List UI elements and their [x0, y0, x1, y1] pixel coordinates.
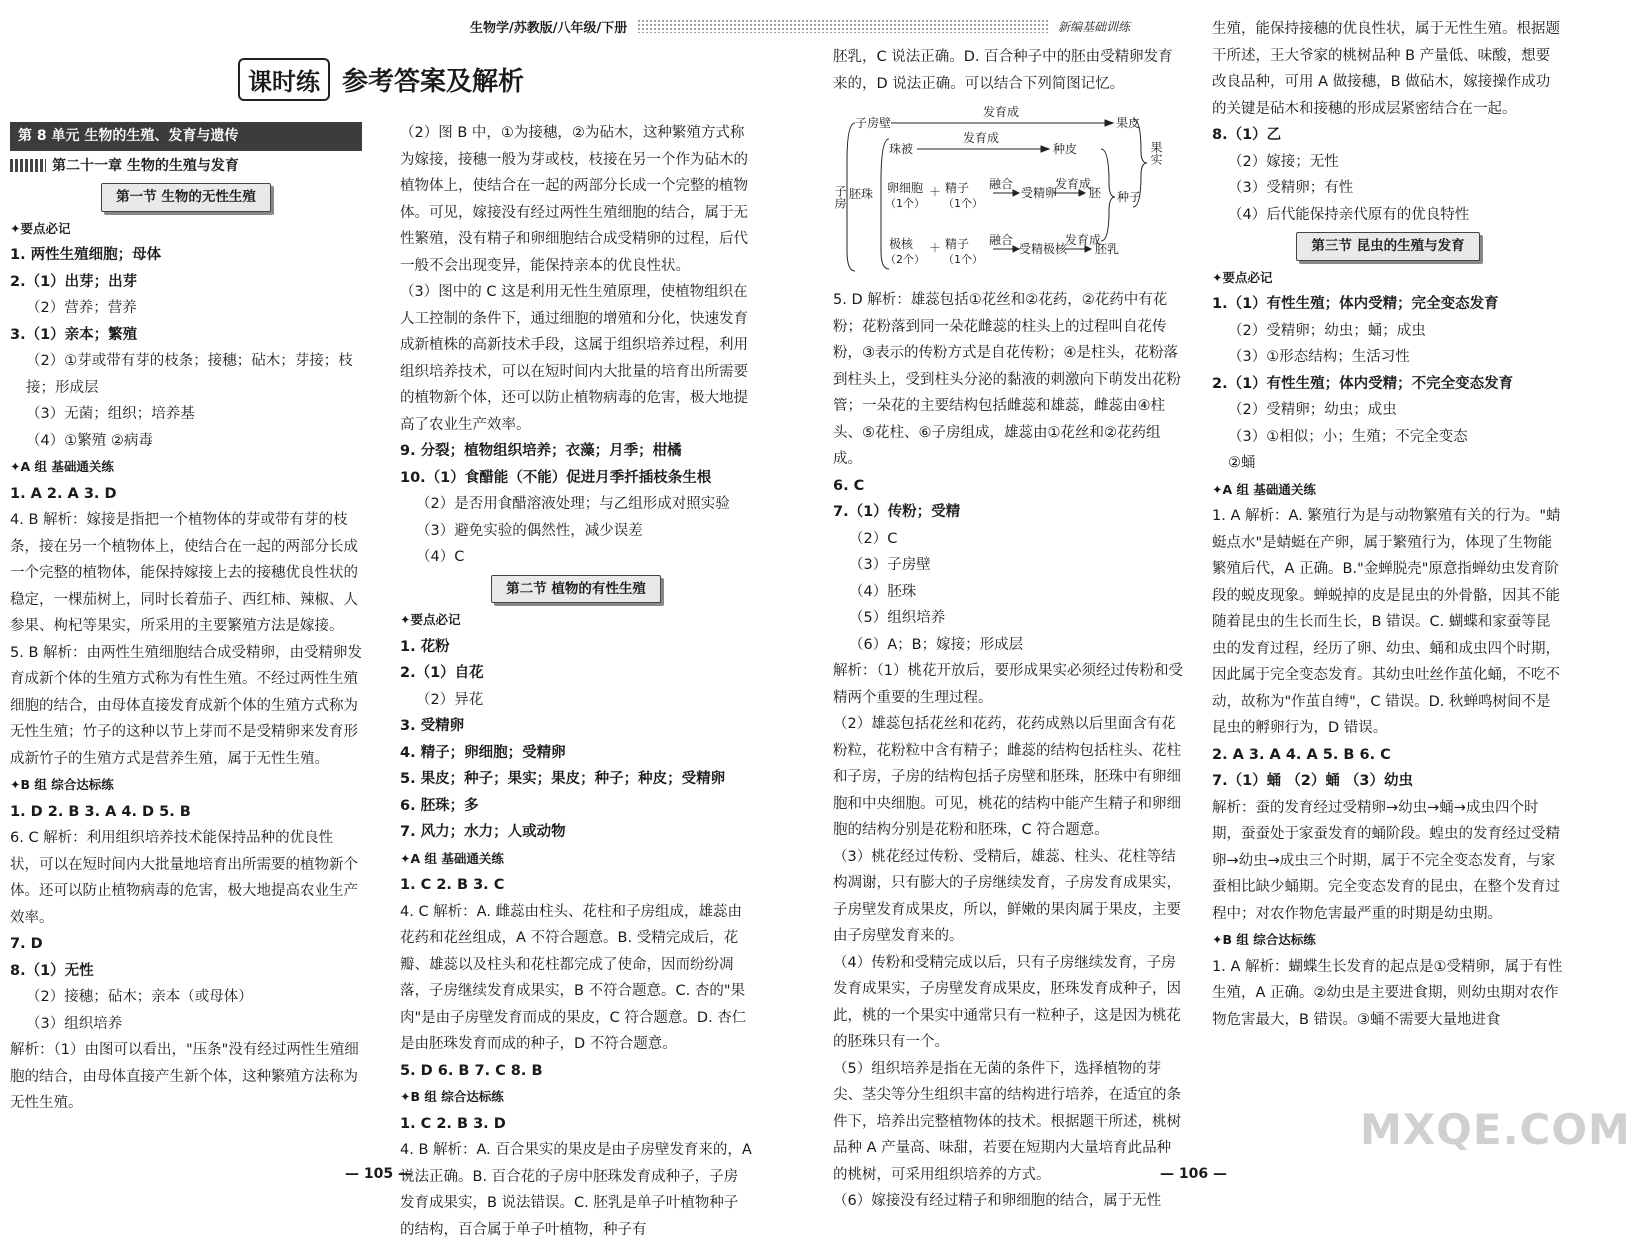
answer-line: 5. B 解析：由两性生殖细胞结合成受精卵，由受精卵发育成新个体的生殖方式称为有性生殖。不经过两性生殖细胞的结合，由母体直接发育成新个体的生殖方式称为无性生殖；竹子的这种以节上芽而不是受精卵来发育形成新竹子的生殖方式是营养生殖，属于无性生殖。	[10, 644, 362, 767]
answer-line: （3）无菌；组织；培养基	[26, 406, 195, 422]
answer-line: 5. 果皮；种子；果实；果皮；种子；种皮；受精卵	[400, 771, 726, 787]
answer-line: （2）嫁接；无性	[1228, 153, 1339, 170]
answer-line: 2. A 3. A 4. A 5. B 6. C	[1212, 746, 1391, 763]
diagram-label: 果皮	[1116, 116, 1141, 130]
group-label: ✦要点必记	[400, 612, 461, 627]
answer-line: （3）子房壁	[849, 557, 931, 573]
diagram-label: 珠被	[889, 142, 914, 156]
answer-line: 2.（1）出芽；出芽	[10, 273, 138, 290]
answer-line: （2）异花	[416, 691, 484, 708]
diagram-label: （1个）	[943, 253, 983, 266]
answer-line: （2）营养；营养	[26, 300, 137, 316]
fruit-formation-diagram	[833, 101, 1173, 281]
group-label: ✦A 组 基础通关练	[1212, 481, 1316, 497]
chapter-heading: 第二十一章 生物的生殖与发育	[10, 153, 362, 180]
answer-line: 7.（1）蛹 （2）蛹 （3）幼虫	[1212, 773, 1413, 789]
answer-line: （3）①相似；小；生殖；不完全变态	[1228, 428, 1468, 445]
page-number-right: — 106 —	[1160, 1166, 1227, 1182]
section-title-2: 第二节 植物的有性生殖	[400, 575, 752, 604]
answer-line: 3.（1）亲本；繁殖	[10, 326, 138, 343]
answer-line: （3）避免实验的偶然性，减少误差	[416, 522, 643, 539]
group-label: ✦A 组 基础通关练	[10, 459, 114, 474]
unit-bar: 第 8 单元 生物的生殖、发育与遗传	[10, 122, 362, 151]
answer-line: 1.（1）有性生殖；体内受精；完全变态发育	[1212, 296, 1499, 312]
diagram-label: （1个）	[943, 197, 983, 210]
answer-line: （2）①芽或带有芽的枝条；接穗；砧木；芽接；枝接；形成层	[26, 353, 353, 396]
answer-line: 8.（1）无性	[10, 962, 94, 979]
answer-line: 1. A 2. A 3. D	[10, 485, 117, 502]
diagram-label: 极核	[889, 237, 914, 251]
group-label: ✦要点必记	[10, 220, 71, 236]
column-4	[1212, 16, 1564, 1033]
answer-line: （2）受精卵；幼虫；成虫	[1228, 402, 1397, 418]
answer-line: 8.（1）乙	[1212, 127, 1282, 143]
column-1	[10, 120, 362, 1117]
answer-line: 解析：蚕的发育经过受精卵→幼虫→蛹→成虫四个时期，蚕蚕处于家蚕发育的蛹阶段。蝗虫的发育经过受精卵→幼虫→成虫三个时期，属于不完全变态发育，与家蚕相比缺少蛹期。完全变态发育的昆虫，在整个发育过程中；对农作物危害最严重的时期是幼虫期。	[1212, 799, 1560, 922]
answer-line: 1. C 2. B 3. C	[400, 877, 505, 893]
answer-line: 9. 分裂；植物组织培养；衣藻；月季；柑橘	[400, 443, 682, 459]
answer-line: 7. 风力；水力；人或动物	[400, 824, 566, 840]
answer-line: 1. A 解析：A. 繁殖行为是与动物繁殖有关的行为。"蜻蜓点水"是蜻蜓在产卵，属于繁殖行为，体现了生物能繁殖后代，A 正确。B."金蝉脱壳"原意指蝉幼虫发育阶段的蜕皮现象。蝉蜕掉的皮是昆虫的外骨骼，因其不能随着昆虫的生长而生长，B 错误。C. 蝴蝶和家蚕等昆虫的发育过程，经历了卵、幼虫、蛹和成虫四个时期，因此属于完全变态发育。其幼虫吐丝作茧化蛹，不吃不动，故称为"作茧自缚"，C 错误。D. 秋蝉鸣树间不是昆虫的孵卵行为，D 错误。	[1212, 508, 1561, 736]
diagram-label: 果实	[1149, 141, 1163, 165]
answer-line: （6）嫁接没有经过精子和卵细胞的结合，属于无性	[833, 1193, 1162, 1209]
answer-line: 2.（1）有性生殖；体内受精；不完全变态发育	[1212, 375, 1514, 392]
answer-line: 3. 受精卵	[400, 718, 465, 734]
diagram-label: 胚	[1089, 186, 1102, 200]
answer-line: 7. D	[10, 936, 43, 952]
column-2	[400, 120, 752, 1243]
answer-line: 7.（1）传粉；受精	[833, 504, 961, 520]
answer-line: （4）传粉和受精完成以后，只有子房继续发育，子房发育成果实，子房壁发育成果皮，胚珠发育成种子，因此，桃的一个果实中通常只有一粒种子，这是因为桃花的胚珠只有一个。	[833, 954, 1181, 1050]
group-label: ✦要点必记	[1212, 269, 1273, 285]
answer-line: 6. C 解析：利用组织培养技术能保持品种的优良性状，可以在短时间内大批量地培育出所需要的植物新个体。还可以防止植物病毒的危害，极大地提高农业生产效率。	[10, 830, 358, 926]
diagram-label: 种子	[1117, 190, 1142, 204]
answer-line: （3）受精卵；有性	[1228, 180, 1354, 196]
answer-line: 生殖，能保持接穗的优良性状，属于无性生殖。根据题干所述，王大爷家的桃树品种 B 产量低、味酸，想要改良品种，可用 A 做接穗，B 做砧木，嫁接操作成功的关键是砧木和接穗的形成层紧密结合在一起。	[1212, 21, 1560, 117]
title-box: 课时练	[238, 58, 330, 101]
answer-line: 4. 精子；卵细胞；受精卵	[400, 744, 566, 761]
answer-line: （6）A；B；嫁接；形成层	[849, 636, 1024, 653]
answer-line: 解析：（1）桃花开放后，要形成果实必须经过传粉和受精两个重要的生理过程。	[833, 663, 1183, 706]
group-label: ✦B 组 综合达标练	[10, 777, 114, 792]
answer-line: 胚乳，C 说法正确。D. 百合种子中的胚由受精卵发育来的，D 说法正确。可以结合下列简图记忆。	[833, 49, 1173, 92]
answer-line: （2）受精卵；幼虫；蛹；成虫	[1228, 322, 1426, 339]
diagram-label: 受精卵	[1021, 186, 1058, 200]
diagram-label: 发育成	[983, 105, 1020, 119]
answer-line: （2）是否用食醋溶液处理；与乙组形成对照实验	[416, 496, 730, 512]
answer-line: （3）桃花经过传粉、受精后，雄蕊、柱头、花柱等结构凋谢，只有膨大的子房继续发育，子房发育成果实，子房壁发育成果皮，所以，鲜嫩的果肉属于果皮，主要由子房壁发育来的。	[833, 848, 1181, 944]
answer-line: （4）后代能保持亲代原有的优良特性	[1228, 206, 1470, 223]
page-number-left: — 105 —	[345, 1166, 412, 1182]
diagram-label: 融合	[989, 233, 1014, 247]
header-dots	[637, 19, 1048, 33]
diagram-label: 精子	[945, 237, 970, 251]
answer-line: 10.（1）食醋能（不能）促进月季扦插枝条生根	[400, 469, 712, 486]
group-label: ✦B 组 综合达标练	[1212, 932, 1316, 947]
group-label: ✦B 组 综合达标练	[400, 1089, 504, 1104]
column-3	[833, 44, 1185, 1215]
answer-line: 4. B 解析：A. 百合果实的果皮是由子房壁发育来的，A 说法正确。B. 百合花的子房中胚珠发育成种子，子房发育成果实，B 说法错误。C. 胚乳是单子叶植物种子的结构，百合属于单子叶植物，种子有	[400, 1142, 752, 1238]
diagram-label: 受精极核	[1019, 242, 1068, 256]
answer-line: 1. 花粉	[400, 638, 450, 655]
group-label: ✦A 组 基础通关练	[400, 850, 504, 866]
answer-line: 5. D 6. B 7. C 8. B	[400, 1062, 543, 1079]
answer-line: （4）胚珠	[849, 583, 917, 600]
diagram-label: 发育成	[963, 131, 1000, 145]
answer-line: （2）C	[849, 530, 898, 547]
answer-line: 1. 两性生殖细胞；母体	[10, 247, 162, 263]
header-left: 生物学/苏教版/八年级/下册	[470, 20, 628, 36]
watermark-logo: MXQE.COM	[1360, 1105, 1631, 1154]
answer-line: 解析：（1）由图可以看出，"压条"没有经过两性生殖细胞的结合，由母体直接产生新个体，这种繁殖方法称为无性生殖。	[10, 1042, 359, 1111]
title-rest: 参考答案及解析	[342, 67, 525, 97]
section-title-1: 第一节 生物的无性生殖	[10, 183, 362, 212]
diagram-label: 融合	[989, 177, 1014, 191]
answer-line: 1. A 解析：蝴蝶生长发育的起点是①受精卵，属于有性生殖，A 正确。②幼虫是主要进食期，则幼虫期对农作物危害最大，B 错误。③蛹不需要大量地进食	[1212, 958, 1563, 1028]
diagram-label: ＋	[929, 241, 942, 255]
answer-line: （3）①形态结构；生活习性	[1228, 349, 1410, 365]
answer-line: （2）接穗；砧木；亲本（或母体）	[26, 989, 253, 1005]
answer-line: 4. C 解析：A. 雌蕊由柱头、花柱和子房组成，雄蕊由花药和花丝组成，A 不符合题意。B. 受精完成后，花瓣、雄蕊以及柱头和花柱都完成了使命，因而纷纷凋落，子房继续发育成果实，B 不符合题意。C. 杏的"果肉"是由子房壁发育而成的果皮，C 符合题意。D. 杏仁是由胚珠发育而成的种子，D 不符合题意。	[400, 903, 747, 1052]
answer-line: （4）①繁殖 ②病毒	[26, 432, 153, 449]
answer-line: （5）组织培养	[849, 610, 946, 626]
answer-line: （2）图 B 中，①为接穗，②为砧木，这种繁殖方式称为嫁接，接穗一般为芽或枝，枝接在另一个作为砧木的植物体上，使结合在一起的两部分长成一个完整的植物体。可见，嫁接没有经过两性生殖细胞的结合，属于无性繁殖，没有精子和卵细胞结合成受精卵的过程，后代一般不会出现变异，能保持亲本的优良性状。	[400, 125, 748, 274]
diagram-label: 卵细胞	[887, 181, 924, 195]
answer-line: 6. C	[833, 477, 865, 494]
answer-line: ②蛹	[1228, 455, 1256, 471]
diagram-label: （2个）	[885, 253, 925, 266]
header-right: 新编基础训练	[1057, 19, 1130, 34]
answer-line: （3）图中的 C 这是利用无性生殖原理，使植物组织在人工控制的条件下，通过细胞的增殖和分化，快速发育成新植株的高新技术手段，这属于组织培养过程，利用组织培养技术，可以在短时间内大批量的培育出所需要的植物新个体，还可以防止植物病毒的危害，极大地提高了农业生产效率。	[400, 284, 748, 433]
diagram-label: 精子	[945, 181, 970, 195]
page-header	[470, 14, 1130, 38]
answer-line: 1. C 2. B 3. D	[400, 1115, 506, 1132]
answer-line: （4）C	[416, 549, 465, 565]
stripes-icon	[10, 159, 46, 172]
diagram-label: 发育成	[1055, 177, 1092, 191]
answer-line: 2.（1）自花	[400, 665, 484, 681]
page-title	[238, 58, 524, 101]
answer-line: 4. B 解析：嫁接是指把一个植物体的芽或带有芽的枝条，接在另一个植物体上，使结合在一起的两部分长成一个完整的植物体，能保持嫁接上去的接穗优良性状的稳定，一棵茄树上，同时长着茄子、西红柿、辣椒、人参果、枸杞等果实，所采用的主要繁殖方法是嫁接。	[10, 512, 358, 634]
answer-line: （2）雄蕊包括花丝和花药，花药成熟以后里面含有花粉粒，花粉粒中含有精子；雌蕊的结构包括柱头、花柱和子房，子房的结构包括子房壁和胚珠，胚珠中有卵细胞和中央细胞。可见，桃花的结构中能产生精子和卵细胞的结构分别是花粉和胚珠，C 符合题意。	[833, 716, 1181, 838]
answer-line: 6. 胚珠；多	[400, 797, 479, 814]
section-title-3: 第三节 昆虫的生殖与发育	[1212, 232, 1564, 261]
diagram-label: ＋	[929, 185, 942, 199]
diagram-label: 种皮	[1053, 142, 1078, 156]
answer-line: 1. D 2. B 3. A 4. D 5. B	[10, 803, 191, 820]
answer-line: 5. D 解析：雄蕊包括①花丝和②花药，②花药中有花粉；花粉落到同一朵花雌蕊的柱头上的过程叫自花传粉，③表示的传粉方式是自花传粉；④是柱头，花粉落到柱头上，受到柱头分泌的黏液的刺激向下萌发出花粉管；一朵花的主要结构包括雌蕊和雄蕊，雌蕊由④柱头、⑤花柱、⑥子房组成，雄蕊由①花丝和②花药组成。	[833, 292, 1181, 467]
answer-line: （3）组织培养	[26, 1015, 123, 1032]
diagram-label: 胚珠	[849, 187, 874, 201]
diagram-label: 胚乳	[1095, 242, 1120, 256]
diagram-label: 子房	[833, 185, 847, 209]
answer-line: （5）组织培养是指在无菌的条件下，选择植物的芽尖、茎尖等分生组织丰富的结构进行培养，在适宜的条件下，培养出完整植物体的技术。根据题干所述，桃树品种 A 产量高、味甜，若要在短期内大量培育此品种的桃树，可采用组织培养的方式。	[833, 1060, 1181, 1183]
diagram-label: （1个）	[885, 197, 925, 210]
diagram-label: 发育成	[1065, 233, 1102, 247]
diagram-label: 子房壁	[855, 116, 892, 130]
